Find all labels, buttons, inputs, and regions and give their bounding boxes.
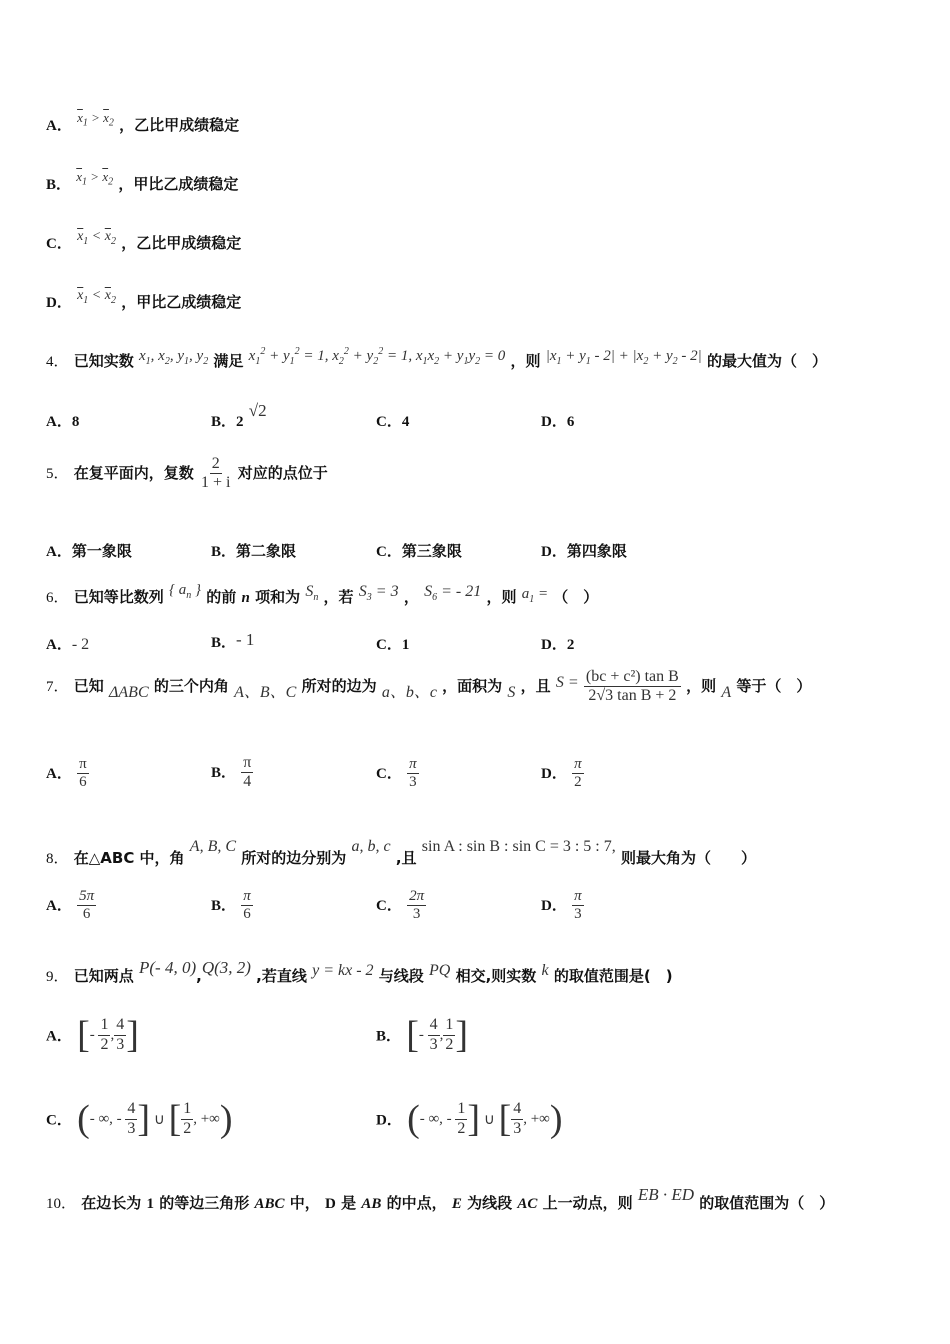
option-label: D． xyxy=(541,897,567,914)
fraction-top: (bc + c²) tan B xyxy=(584,668,681,687)
option-label: C． xyxy=(376,414,402,430)
fraction-top: π xyxy=(77,756,89,774)
option-label: A． xyxy=(46,544,72,560)
question-number: 8． xyxy=(46,851,69,867)
question-number: 9． xyxy=(46,969,69,985)
interval-a: [ - $\frac{1}{2}$ , $\frac{4}{3}$ ] xyxy=(77,1014,139,1056)
q7-option-c xyxy=(376,756,419,792)
q7-option-b xyxy=(211,754,253,792)
option-label: C． xyxy=(376,765,402,782)
question-7 xyxy=(46,668,811,706)
option-label: D． xyxy=(541,637,567,653)
question-text: 相交,则实数 xyxy=(455,967,537,985)
fraction-top: π xyxy=(572,756,584,774)
question-text: 为线段 xyxy=(467,1194,513,1212)
option-text: ，乙比甲成绩稳定 xyxy=(121,234,242,252)
q4-option-a xyxy=(46,410,79,431)
question-text: 的中点， xyxy=(386,1194,447,1212)
option-label: B． xyxy=(211,544,237,560)
option-fraction xyxy=(77,756,89,792)
question-text: 上一动点，则 xyxy=(542,1194,633,1212)
math-ratio: sin A : sin B : sin C = 3 : 5 : 7, xyxy=(421,838,616,855)
option-label: A． xyxy=(46,765,72,782)
q4-option-b xyxy=(211,401,267,431)
option-label: A． xyxy=(46,1028,72,1045)
question-text: 与线段 xyxy=(378,967,424,985)
option-label: D． xyxy=(541,544,567,560)
math-s3: $S_3 = 3$ xyxy=(358,583,399,604)
option-label: A． xyxy=(46,897,72,914)
option-label: B． xyxy=(211,897,237,914)
option-label: D． xyxy=(46,295,72,311)
question-text: 则最大角为（ ） xyxy=(620,849,756,867)
question-text: 对应的点位于 xyxy=(237,463,328,482)
option-label: D． xyxy=(376,1112,402,1129)
question-text: 是 xyxy=(341,1194,357,1212)
q8-option-b xyxy=(211,888,253,924)
sqrt-two: √2 xyxy=(248,401,267,420)
fraction-bottom: 6 xyxy=(79,774,87,791)
question-text: 等于（ ） xyxy=(736,676,812,695)
math-k: k xyxy=(541,962,549,979)
option-label: B． xyxy=(211,414,237,430)
math-point-q: Q(3, 2) xyxy=(201,958,251,977)
question-number: 10． xyxy=(46,1196,77,1212)
option-math: $\overline{x}_1 > \overline{x}_2$ xyxy=(77,110,114,129)
interval-d: ( - ∞, - $\frac{1}{2}$ ] ∪ [ $\frac{4}{3}$ , +∞ ) xyxy=(407,1098,563,1140)
question-number: 4． xyxy=(46,354,69,370)
option-label: C． xyxy=(376,897,402,914)
fraction-bottom: 2 xyxy=(574,774,582,791)
question-text: 项和为 xyxy=(255,588,301,606)
math-line: y = kx - 2 xyxy=(312,962,374,979)
option-value: 4 xyxy=(401,414,410,430)
option-value: 第一象限 xyxy=(71,542,132,560)
question-4 xyxy=(46,346,827,373)
option-fraction xyxy=(407,888,426,924)
question-6 xyxy=(46,582,599,609)
q3-option-d xyxy=(46,288,242,314)
question-text: 满足 xyxy=(213,352,244,370)
question-text: 在边长为 xyxy=(81,1194,142,1212)
q5-option-a xyxy=(46,540,132,561)
question-number: 6． xyxy=(46,590,69,606)
question-text: ，若 xyxy=(323,588,354,606)
option-label: A． xyxy=(46,637,72,653)
question-text: 的等边三角形 xyxy=(159,1194,250,1212)
option-text: ，甲比乙成绩稳定 xyxy=(121,293,242,311)
q7-option-d xyxy=(541,756,584,792)
math-s: S xyxy=(507,683,516,701)
question-number: 5． xyxy=(46,465,69,482)
option-label: D． xyxy=(541,765,567,782)
question-9 xyxy=(46,958,673,986)
math-condition: $x_1^2 + y_1^2 = 1$, $x_2^2 + y_2^2 = 1$, $x_1x_2 + y_1y_2 = 0$ xyxy=(248,346,506,367)
math-a1: $a_1$ = xyxy=(521,586,549,605)
option-value: 第四象限 xyxy=(566,542,627,560)
q5-option-b xyxy=(211,540,296,561)
math-vars: $x_1$, $x_2$, $y_1$, $y_2$ xyxy=(139,348,209,367)
option-label: B． xyxy=(211,635,237,651)
option-math: $\overline{x}_1 > \overline{x}_2$ xyxy=(76,169,114,188)
question-text: 中， xyxy=(289,1194,320,1212)
q6-option-c xyxy=(376,633,409,654)
fraction-bottom: 4 xyxy=(243,773,252,791)
option-label: D． xyxy=(541,414,567,430)
question-text: 的取值范围是( ) xyxy=(553,967,673,985)
fraction-bottom: 3 xyxy=(409,774,417,791)
option-fraction xyxy=(241,888,253,924)
question-text: ，则 xyxy=(486,588,517,606)
option-label: C． xyxy=(376,544,402,560)
question-text: 在△ABC 中，角 xyxy=(73,849,185,867)
q7-option-a xyxy=(46,756,89,792)
math-segment: PQ xyxy=(429,962,451,979)
question-text: ，则 xyxy=(510,352,541,370)
interval-c: ( - ∞, - $\frac{4}{3}$ ] ∪ [ $\frac{1}{2}$ , +∞ ) xyxy=(77,1098,233,1140)
math-ab: AB xyxy=(361,1196,382,1212)
math-point-p: P(- 4, 0) xyxy=(139,958,197,977)
option-value: 1 xyxy=(401,637,410,653)
question-text: 已知等比数列 xyxy=(73,588,164,606)
fraction-top: 2 xyxy=(210,455,222,474)
fraction-top: π xyxy=(241,754,253,773)
option-fraction xyxy=(572,888,584,924)
question-text: ，则 xyxy=(686,676,717,695)
option-value: 第二象限 xyxy=(236,542,297,560)
area-formula-fraction xyxy=(584,668,681,706)
fraction-bottom: 6 xyxy=(82,906,91,923)
option-label: A． xyxy=(46,118,72,134)
fraction-bottom: 6 xyxy=(243,906,251,923)
option-math: $\overline{x}_1 < \overline{x}_2$ xyxy=(77,229,116,247)
fraction-bottom: 2√3 tan B + 2 xyxy=(588,687,677,705)
q9-option-c xyxy=(46,1097,233,1141)
question-10 xyxy=(46,1185,835,1213)
math-sides: a、b、c xyxy=(381,683,437,701)
math-angles: A, B, C xyxy=(189,838,237,855)
question-text: 在复平面内，复数 xyxy=(73,463,194,482)
math-sn: $S_n$ xyxy=(305,583,319,604)
math-d: D xyxy=(324,1196,336,1212)
question-text: , xyxy=(196,967,202,985)
option-label: B． xyxy=(211,764,237,781)
fraction-top: 5π xyxy=(77,888,96,906)
q9-option-d xyxy=(376,1097,563,1141)
option-value: 8 xyxy=(71,414,80,430)
math-expression: $|x_1 + y_1 - 2| + |x_2 + y_2 - 2|$ xyxy=(545,348,702,367)
option-label: C． xyxy=(46,236,72,252)
q6-option-d xyxy=(541,633,574,654)
math-ac: AC xyxy=(517,1196,538,1212)
math-angles: A、B、C xyxy=(234,683,297,701)
question-8 xyxy=(46,838,756,868)
math-e: E xyxy=(451,1196,462,1212)
option-text: ，乙比甲成绩稳定 xyxy=(119,116,240,134)
question-text: ，且 xyxy=(520,676,551,695)
question-text: ，面积为 xyxy=(442,676,503,695)
q3-option-a xyxy=(46,110,240,137)
math-a: A xyxy=(721,683,732,701)
interval-b: [ - $\frac{4}{3}$ , $\frac{1}{2}$ ] xyxy=(406,1014,469,1056)
question-5 xyxy=(46,455,328,493)
q4-option-c xyxy=(376,410,409,431)
math-sequence: { $a_n$ } xyxy=(169,582,201,601)
option-math: $\overline{x}_1 < \overline{x}_2$ xyxy=(77,288,116,306)
q6-option-a xyxy=(46,633,89,654)
option-label: C． xyxy=(46,1112,72,1129)
question-number: 7． xyxy=(46,678,69,695)
option-fraction xyxy=(77,888,96,924)
question-text: ， xyxy=(403,588,419,606)
question-text: 的最大值为（ ） xyxy=(706,352,827,370)
option-text: ，甲比乙成绩稳定 xyxy=(118,175,239,193)
question-text: 的三个内角 xyxy=(153,676,229,695)
question-text: ,若直线 xyxy=(256,967,307,985)
question-text: 所对的边分别为 xyxy=(241,849,347,867)
q8-option-c xyxy=(376,888,426,924)
q3-option-c xyxy=(46,229,242,255)
question-text: 已知 xyxy=(73,676,104,695)
question-text: 已知两点 xyxy=(73,967,134,985)
option-value: 第三象限 xyxy=(401,542,462,560)
q8-option-d xyxy=(541,888,584,924)
q9-option-b xyxy=(376,1013,468,1057)
option-label: C． xyxy=(376,637,402,653)
option-label: A． xyxy=(46,414,72,430)
option-fraction xyxy=(241,754,253,792)
fraction-top: π xyxy=(407,756,419,774)
question-text: 所对的边为 xyxy=(301,676,377,695)
math-s6: $S_6$ = - 21 xyxy=(424,583,482,604)
fraction-bottom: 3 xyxy=(412,906,421,923)
question-text: 的取值范围为（ ） xyxy=(699,1194,835,1212)
math-triangle: ΔABC xyxy=(109,683,149,701)
math-abc: ABC xyxy=(254,1196,285,1212)
question-text: （ ） xyxy=(553,588,599,606)
question-text: 已知实数 xyxy=(73,352,134,370)
question-text: ,且 xyxy=(395,849,417,867)
math-dot-product: EB · ED xyxy=(637,1185,694,1204)
math-sides: a, b, c xyxy=(351,838,391,855)
q8-option-a xyxy=(46,888,96,924)
q4-option-d xyxy=(541,410,574,431)
fraction-top: π xyxy=(572,888,584,906)
q3-option-b xyxy=(46,169,239,196)
math-n: n xyxy=(241,590,250,606)
option-value: 2 xyxy=(566,637,575,653)
q5-option-d xyxy=(541,540,627,561)
option-label: B． xyxy=(46,177,72,193)
fraction-bottom: 1 + i xyxy=(201,474,231,492)
option-fraction xyxy=(572,756,584,792)
option-value: 6 xyxy=(566,414,575,430)
fraction-bottom: 3 xyxy=(574,906,582,923)
option-value: - 1 xyxy=(236,630,255,649)
option-label: B． xyxy=(376,1028,402,1045)
option-value: - 2 xyxy=(71,636,90,653)
q9-option-a xyxy=(46,1013,139,1057)
q6-option-b xyxy=(211,631,254,652)
question-text: 的前 xyxy=(206,588,237,606)
q5-option-c xyxy=(376,540,462,561)
option-fraction xyxy=(407,756,419,792)
math-formula-left: S = xyxy=(555,673,579,691)
fraction-top: 2π xyxy=(407,888,426,906)
fraction-top: π xyxy=(241,888,253,906)
fraction-2-over-1-plus-i xyxy=(199,455,232,493)
math-one: 1 xyxy=(146,1196,154,1212)
option-value: 2 xyxy=(236,414,244,430)
